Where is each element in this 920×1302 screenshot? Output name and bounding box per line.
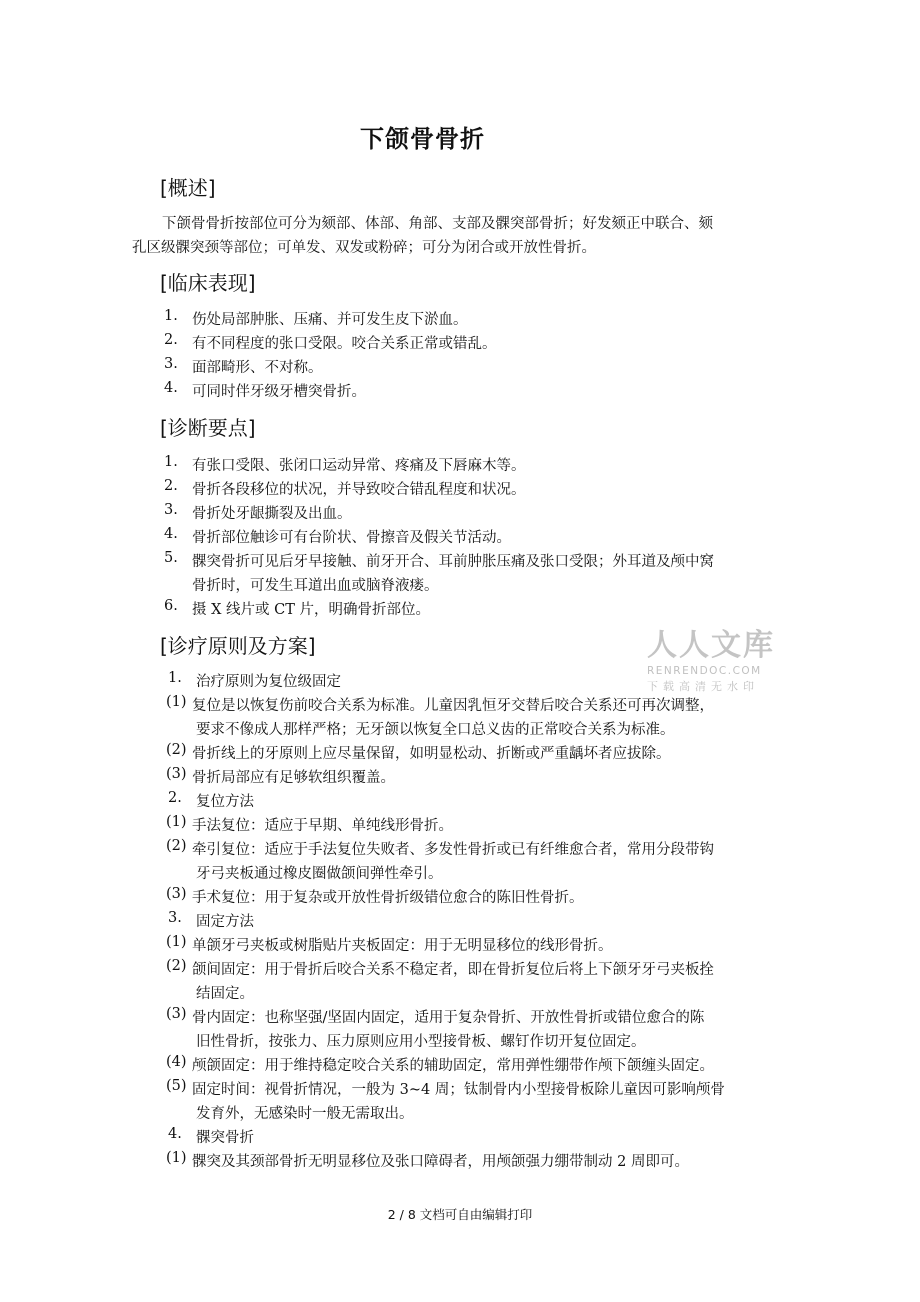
list-text: 复位方法 (196, 794, 254, 810)
list-text: 单颌牙弓夹板或树脂贴片夹板固定：用于无明显移位的线形骨折。 (192, 938, 613, 954)
list-number: (1) (166, 934, 187, 950)
list-text: 髁突及其颈部骨折无明显移位及张口障碍者，用颅颌强力绷带制动 2 周即可。 (192, 1154, 689, 1170)
list-number: (1) (166, 814, 187, 830)
list-number: 2. (164, 478, 178, 494)
list-text: 手术复位：用于复杂或开放性骨折级错位愈合的陈旧性骨折。 (192, 890, 584, 906)
watermark-domain: RENRENDOC.COM (647, 665, 762, 677)
document-title: 下颌骨骨折 (360, 125, 485, 153)
section-heading-diagnosis: [诊断要点] (160, 416, 256, 440)
list-text-continued: 旧性骨折，按张力、压力原则应用小型接骨板、螺钉作切开复位固定。 (196, 1034, 646, 1050)
list-text: 颅颌固定：用于维持稳定咬合关系的辅助固定，常用弹性绷带作颅下颌缠头固定。 (192, 1058, 714, 1074)
list-text: 固定时间：视骨折情况，一般为 3~4 周；钛制骨内小型接骨板除儿童因可影响颅骨 (192, 1082, 725, 1098)
list-number: (3) (166, 1006, 187, 1022)
list-number: (1) (166, 694, 187, 710)
list-text-continued: 结固定。 (196, 986, 254, 1002)
list-number: 5. (164, 550, 178, 566)
list-text: 髁突骨折可见后牙早接触、前牙开合、耳前肿胀压痛及张口受限；外耳道及颅中窝 (192, 554, 714, 570)
list-number: 2. (168, 790, 182, 806)
list-number: (2) (166, 838, 187, 854)
list-number: 3. (164, 356, 178, 372)
paragraph-line: 孔区级髁突颈等部位；可单发、双发或粉碎；可分为闭合或开放性骨折。 (132, 240, 596, 256)
paragraph-line: 下颌骨骨折按部位可分为颏部、体部、角部、支部及髁突部骨折；好发颏正中联合、颏 (162, 216, 713, 232)
section-heading-overview: [概述] (160, 176, 216, 200)
list-text: 治疗原则为复位级固定 (196, 674, 341, 690)
list-number: 3. (164, 502, 178, 518)
list-text: 骨内固定：也称坚强/坚固内固定，适用于复杂骨折、开放性骨折或错位愈合的陈 (192, 1010, 705, 1026)
list-text: 手法复位：适应于早期、单纯线形骨折。 (192, 818, 453, 834)
list-number: 3. (168, 910, 182, 926)
list-number: 1. (164, 454, 178, 470)
list-number: (5) (166, 1078, 187, 1094)
list-text: 摄 X 线片或 CT 片，明确骨折部位。 (192, 602, 431, 618)
list-number: (3) (166, 766, 187, 782)
list-text: 骨折线上的牙原则上应尽量保留，如明显松动、折断或严重龋坏者应拔除。 (192, 746, 671, 762)
list-number: 4. (164, 526, 178, 542)
list-number: 4. (168, 1126, 182, 1142)
list-text: 髁突骨折 (196, 1130, 254, 1146)
list-number: 4. (164, 380, 178, 396)
list-text: 有不同程度的张口受限。咬合关系正常或错乱。 (192, 336, 497, 352)
watermark-tagline: 下载高清无水印 (647, 680, 759, 693)
list-text: 骨折部位触诊可有台阶状、骨擦音及假关节活动。 (192, 530, 511, 546)
list-text: 有张口受限、张闭口运动异常、疼痛及下唇麻木等。 (192, 458, 526, 474)
section-heading-clinical: [临床表现] (160, 271, 256, 295)
list-number: (2) (166, 742, 187, 758)
list-number: (3) (166, 886, 187, 902)
list-text-continued: 要求不像成人那样严格；无牙颌以恢复全口总义齿的正常咬合关系为标准。 (196, 722, 675, 738)
list-number: 2. (164, 332, 178, 348)
watermark-logo-text: 人人文库 (647, 628, 775, 663)
list-number: 1. (168, 670, 182, 686)
list-text: 牵引复位：适应于手法复位失败者、多发性骨折或已有纤维愈合者，常用分段带钩 (192, 842, 714, 858)
list-number: (1) (166, 1150, 187, 1166)
list-text: 固定方法 (196, 914, 254, 930)
list-number: 6. (164, 598, 178, 614)
list-text: 颌间固定：用于骨折后咬合关系不稳定者，即在骨折复位后将上下颌牙牙弓夹板拴 (192, 962, 714, 978)
list-text: 可同时伴牙级牙槽突骨折。 (192, 384, 366, 400)
list-text: 面部畸形、不对称。 (192, 360, 323, 376)
list-number: (4) (166, 1054, 187, 1070)
list-text: 骨折局部应有足够软组织覆盖。 (192, 770, 395, 786)
list-text-continued: 骨折时，可发生耳道出血或脑脊液瘘。 (192, 578, 439, 594)
list-text: 复位是以恢复伤前咬合关系为标准。儿童因乳恒牙交替后咬合关系还可再次调整， (192, 698, 714, 714)
list-text: 伤处局部肿胀、压痛、并可发生皮下淤血。 (192, 312, 468, 328)
list-text: 骨折处牙龈撕裂及出血。 (192, 506, 352, 522)
page-footer: 2 / 8 文档可自由编辑打印 (387, 1207, 533, 1222)
list-text-continued: 牙弓夹板通过橡皮圈做颌间弹性牵引。 (196, 866, 443, 882)
list-text-continued: 发育外，无感染时一般无需取出。 (196, 1106, 414, 1122)
list-number: 1. (164, 308, 178, 324)
list-text: 骨折各段移位的状况，并导致咬合错乱程度和状况。 (192, 482, 526, 498)
watermark (647, 620, 775, 694)
section-heading-treatment: [诊疗原则及方案] (160, 634, 316, 658)
list-number: (2) (166, 958, 187, 974)
